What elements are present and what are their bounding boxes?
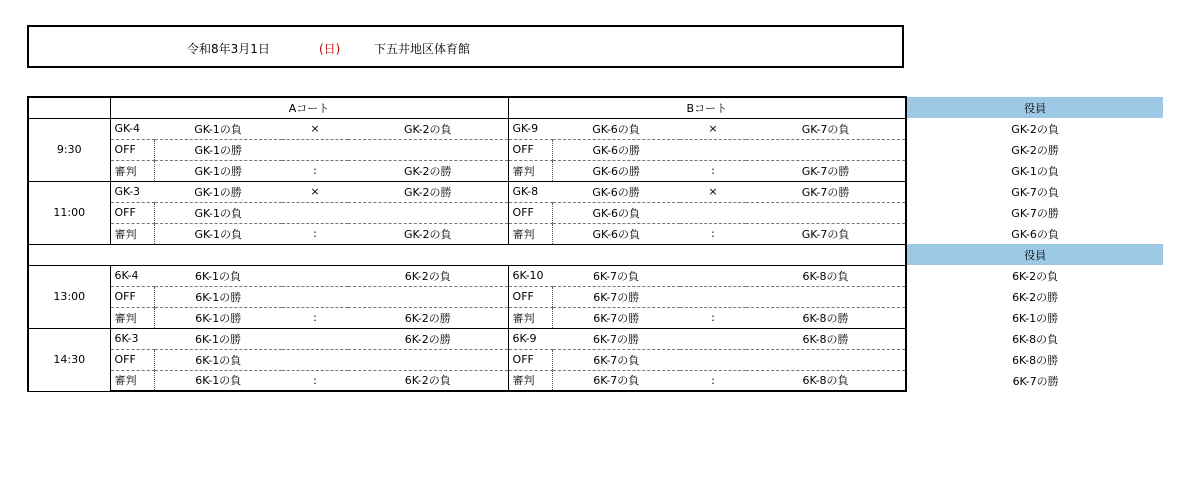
court-b-separator: × — [680, 118, 746, 139]
court-a-team-2 — [348, 139, 508, 160]
court-b-separator: : — [680, 307, 746, 328]
court-a-team-1: 6K-1の負 — [154, 265, 282, 286]
column-header-row — [28, 97, 1164, 118]
court-a-team-1: 6K-1の負 — [154, 370, 282, 391]
court-a-match-id: OFF — [110, 349, 154, 370]
court-b-team-2: GK-7の勝 — [746, 160, 906, 181]
court-b-match-id: OFF — [508, 286, 552, 307]
court-a-header: Aコート — [110, 97, 508, 118]
court-b-separator: : — [680, 160, 746, 181]
court-a-match-id: 審判 — [110, 223, 154, 244]
court-a-separator: : — [282, 160, 348, 181]
court-b-team-1: 6K-7の勝 — [552, 328, 680, 349]
official-assignment: 6K-2の勝 — [1012, 290, 1059, 304]
schedule-row — [28, 160, 1164, 181]
schedule-row — [28, 349, 1164, 370]
official-assignment: GK-2の負 — [1011, 122, 1059, 136]
court-b-separator — [680, 265, 746, 286]
schedule-row — [28, 118, 1164, 139]
section-header-row — [28, 244, 1164, 265]
court-b-team-2: 6K-8の負 — [746, 265, 906, 286]
court-b-separator — [680, 286, 746, 307]
court-b-separator — [680, 139, 746, 160]
schedule-row — [28, 328, 1164, 349]
court-a-team-2: GK-2の勝 — [348, 181, 508, 202]
court-a-match-id: OFF — [110, 139, 154, 160]
official-assignment: GK-7の負 — [1011, 185, 1059, 199]
court-a-separator: : — [282, 370, 348, 391]
schedule-row — [28, 265, 1164, 286]
court-b-match-id: 6K-10 — [508, 265, 552, 286]
court-a-team-2: GK-2の勝 — [348, 160, 508, 181]
court-a-match-id: GK-4 — [110, 118, 154, 139]
court-a-team-2 — [348, 202, 508, 223]
court-b-header: Bコート — [508, 97, 906, 118]
time-header-cell — [28, 97, 110, 118]
court-b-separator: : — [680, 223, 746, 244]
schedule-row — [28, 202, 1164, 223]
official-assignment: 6K-7の勝 — [1012, 374, 1059, 388]
court-a-match-id: 6K-4 — [110, 265, 154, 286]
court-a-team-2: 6K-2の勝 — [348, 307, 508, 328]
court-b-team-1: GK-6の勝 — [552, 139, 680, 160]
court-b-match-id: 審判 — [508, 307, 552, 328]
court-b-separator: : — [680, 370, 746, 391]
court-b-team-1: 6K-7の勝 — [552, 286, 680, 307]
court-b-team-2 — [746, 286, 906, 307]
officials-header: 役員 — [906, 97, 1164, 118]
official-assignment: 6K-8の勝 — [1012, 353, 1059, 367]
schedule-row — [28, 286, 1164, 307]
court-a-separator — [282, 202, 348, 223]
court-b-team-1: GK-6の勝 — [552, 160, 680, 181]
time-slot: 9:30 — [28, 118, 110, 181]
official-assignment: GK-6の負 — [1011, 227, 1059, 241]
court-b-team-1: 6K-7の負 — [552, 370, 680, 391]
court-a-separator: : — [282, 307, 348, 328]
court-a-team-1: GK-1の負 — [154, 202, 282, 223]
court-b-team-2: 6K-8の負 — [746, 370, 906, 391]
court-a-team-1: GK-1の勝 — [154, 181, 282, 202]
court-a-separator: × — [282, 181, 348, 202]
time-slot: 14:30 — [28, 328, 110, 391]
event-date: 令和8年3月1日 — [187, 42, 270, 56]
court-a-team-2: 6K-2の勝 — [348, 328, 508, 349]
court-a-separator — [282, 265, 348, 286]
court-b-team-1: GK-6の負 — [552, 202, 680, 223]
court-b-separator — [680, 349, 746, 370]
court-b-team-1: 6K-7の勝 — [552, 307, 680, 328]
court-a-team-1: 6K-1の勝 — [154, 307, 282, 328]
court-b-team-1: GK-6の勝 — [552, 181, 680, 202]
court-a-team-1: 6K-1の勝 — [154, 328, 282, 349]
court-b-separator: × — [680, 181, 746, 202]
court-b-team-2 — [746, 349, 906, 370]
court-b-match-id: 審判 — [508, 370, 552, 391]
court-b-team-2: 6K-8の勝 — [746, 307, 906, 328]
court-a-team-1: GK-1の負 — [154, 223, 282, 244]
court-b-match-id: 審判 — [508, 223, 552, 244]
court-a-separator — [282, 328, 348, 349]
court-a-match-id: 審判 — [110, 307, 154, 328]
court-b-match-id: 6K-9 — [508, 328, 552, 349]
time-slot: 11:00 — [28, 181, 110, 244]
court-b-match-id: OFF — [508, 139, 552, 160]
court-a-separator: × — [282, 118, 348, 139]
court-b-team-1: GK-6の負 — [552, 223, 680, 244]
section-divider — [28, 244, 906, 265]
court-b-team-1: 6K-7の負 — [552, 265, 680, 286]
court-a-team-2: GK-2の負 — [348, 223, 508, 244]
court-a-separator — [282, 286, 348, 307]
court-a-match-id: 6K-3 — [110, 328, 154, 349]
court-a-separator — [282, 349, 348, 370]
court-a-team-1: 6K-1の負 — [154, 349, 282, 370]
court-a-team-1: 6K-1の勝 — [154, 286, 282, 307]
court-b-team-2: GK-7の負 — [746, 118, 906, 139]
court-a-team-1: GK-1の負 — [154, 118, 282, 139]
official-assignment: 6K-1の勝 — [1012, 311, 1059, 325]
court-a-match-id: 審判 — [110, 370, 154, 391]
schedule-row — [28, 307, 1164, 328]
court-b-team-2: 6K-8の勝 — [746, 328, 906, 349]
schedule-row — [28, 223, 1164, 244]
court-a-separator: : — [282, 223, 348, 244]
official-assignment: GK-7の勝 — [1011, 206, 1059, 220]
court-a-match-id: 審判 — [110, 160, 154, 181]
schedule-row — [28, 139, 1164, 160]
event-weekday: (日) — [319, 42, 341, 56]
court-a-team-1: GK-1の勝 — [154, 139, 282, 160]
schedule-row — [28, 370, 1164, 391]
court-b-match-id: OFF — [508, 202, 552, 223]
court-b-match-id: 審判 — [508, 160, 552, 181]
court-b-match-id: GK-9 — [508, 118, 552, 139]
court-a-team-2 — [348, 349, 508, 370]
court-b-team-2 — [746, 139, 906, 160]
court-a-separator — [282, 139, 348, 160]
court-b-team-1: 6K-7の負 — [552, 349, 680, 370]
court-a-match-id: OFF — [110, 202, 154, 223]
court-b-team-2: GK-7の負 — [746, 223, 906, 244]
court-a-team-1: GK-1の勝 — [154, 160, 282, 181]
official-assignment: GK-2の勝 — [1011, 143, 1059, 157]
schedule-row — [28, 181, 1164, 202]
court-b-team-2 — [746, 202, 906, 223]
court-a-match-id: OFF — [110, 286, 154, 307]
court-a-team-2: 6K-2の負 — [348, 265, 508, 286]
header-box — [27, 25, 904, 68]
court-b-separator — [680, 328, 746, 349]
court-b-match-id: GK-8 — [508, 181, 552, 202]
schedule-table — [27, 96, 1165, 392]
officials-header: 役員 — [906, 244, 1164, 265]
court-b-team-1: GK-6の負 — [552, 118, 680, 139]
court-b-team-2: GK-7の勝 — [746, 181, 906, 202]
official-assignment: 6K-2の負 — [1012, 269, 1059, 283]
time-slot: 13:00 — [28, 265, 110, 328]
event-venue: 下五井地区体育館 — [374, 42, 471, 56]
official-assignment: 6K-8の負 — [1012, 332, 1059, 346]
official-assignment: GK-1の負 — [1011, 164, 1059, 178]
court-a-team-2: GK-2の負 — [348, 118, 508, 139]
court-a-team-2 — [348, 286, 508, 307]
court-b-separator — [680, 202, 746, 223]
court-b-match-id: OFF — [508, 349, 552, 370]
court-a-match-id: GK-3 — [110, 181, 154, 202]
court-a-team-2: 6K-2の負 — [348, 370, 508, 391]
